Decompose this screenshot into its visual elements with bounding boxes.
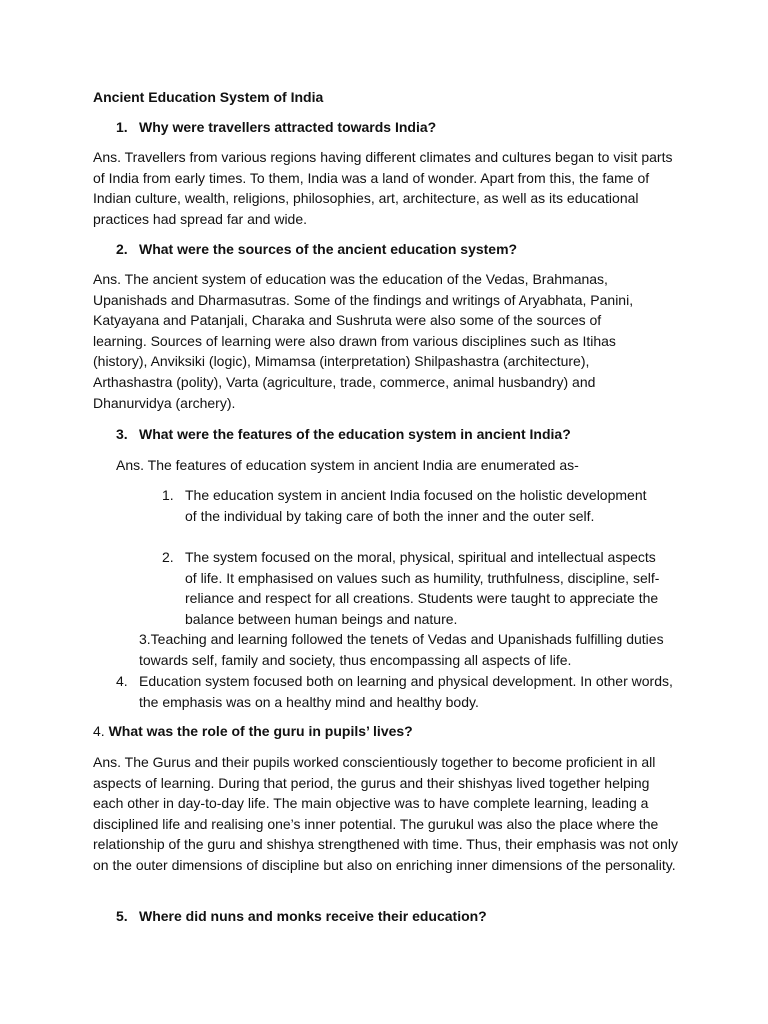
question-number: 2. — [116, 241, 128, 257]
answer-4: Ans. The Gurus and their pupils worked conscientiously together to become proficient in all aspects of learning. During that period, the gurus and their shishyas lived together helping each other in day-to-day life. The main objective was to have complete learning, leading a disciplined life and realising one’s inner potential. The gurukul was also the place where the relationship of the guru and shishya strengthened with time. Thus, their emphasis was not only on the outer dimensions of discipline but also on enriching inner dimensions of the personality. — [93, 754, 678, 873]
answer-1: Ans. Travellers from various regions having different climates and cultures began to visit parts of India from early times. To them, India was a land of wonder. Apart from this, the fame of Indian culture, wealth, religions, philosophies, art, architecture, as well as its educational practices had spread far and wide. — [93, 149, 673, 227]
question-4 — [93, 721, 413, 742]
feature-text: The education system in ancient India focused on the holistic development of the individual by taking care of both the inner and the outer self. — [185, 487, 647, 524]
feature-number: 2. — [162, 549, 174, 565]
feature-item — [116, 671, 676, 712]
feature-text: Education system focused both on learning and physical development. In other words, the emphasis was on a healthy mind and healthy body. — [139, 673, 673, 710]
question-2 — [116, 239, 517, 260]
feature-item — [162, 485, 657, 526]
feature-number: 1. — [162, 487, 174, 503]
question-number: 3. — [116, 426, 128, 442]
question-number: 1. — [116, 119, 128, 135]
feature-number: 4. — [116, 673, 128, 689]
feature-text: The system focused on the moral, physical, spiritual and intellectual aspects of life. It emphasised on values such as humility, truthfulness, discipline, self-reliance and respect for all creations. Students were taught to appreciate the balance between human beings and nature. — [185, 549, 660, 627]
question-number: 4. — [93, 723, 105, 739]
question-3 — [116, 424, 571, 445]
question-1 — [116, 117, 436, 138]
question-number: 5. — [116, 908, 128, 924]
feature-item — [162, 547, 662, 629]
document-title: Ancient Education System of India — [93, 89, 324, 105]
feature-item: 3.Teaching and learning followed the tenets of Vedas and Upanishads fulfilling duties towards self, family and society, thus encompassing all aspects of life. — [139, 631, 664, 668]
question-5 — [116, 906, 487, 927]
question-text: What were the sources of the ancient education system? — [139, 241, 518, 257]
question-text: What was the role of the guru in pupils’ lives? — [108, 723, 413, 739]
question-text: What were the features of the education system in ancient India? — [139, 426, 571, 442]
answer-3-intro: Ans. The features of education system in ancient India are enumerated as- — [116, 457, 579, 473]
question-text: Where did nuns and monks receive their education? — [139, 908, 487, 924]
question-text: Why were travellers attracted towards India? — [139, 119, 437, 135]
answer-2: Ans. The ancient system of education was the education of the Vedas, Brahmanas, Upanishads and Dharmasutras. Some of the findings and writings of Aryabhata, Panini, Katyayana and Patanjali, Charaka and Sushruta were also some of the sources of learning. Sources of learning were also drawn from various disciplines such as Itihas (history), Anviksiki (logic), Mimamsa (interpretation) Shilpashastra (architecture), Arthashastra (polity), Varta (agriculture, trade, commerce, animal husbandry) and Dhanurvidya (archery). — [93, 271, 634, 411]
